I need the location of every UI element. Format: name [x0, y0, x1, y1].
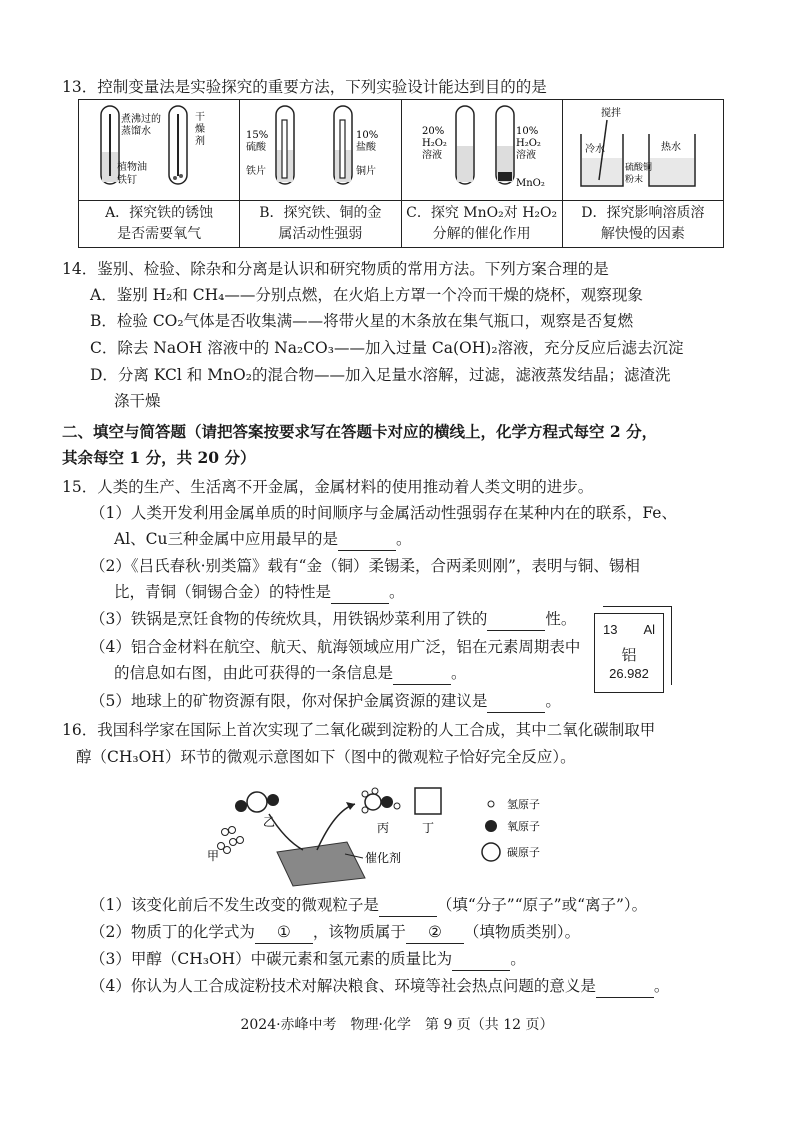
- q15-part1: （1）人类开发利用金属单质的时间顺序与金属活动性强弱存在某种内在的联系，Fe、: [90, 504, 677, 522]
- svg-text:H₂O₂: H₂O₂: [421, 138, 447, 149]
- svg-text:剂: 剂: [195, 136, 205, 147]
- q13-image-a: [79, 100, 240, 201]
- svg-text:植物油: 植物油: [117, 162, 147, 173]
- q13-option-b: B．探究铁、铜的金 属活动性强弱: [240, 201, 401, 248]
- q16-part1: （1）该变化前后不发生改变的微观粒子是 （填“分子”“原子”或“离子”）。: [90, 894, 647, 917]
- page-footer: 2024·赤峰中考 物理·化学 第 9 页（共 12 页）: [240, 1017, 554, 1033]
- svg-text:硫酸: 硫酸: [246, 142, 267, 153]
- q16-part3: （3）甲醇（CH₃OH）中碳元素和氢元素的质量比为 。: [90, 948, 526, 971]
- dissolving-figure: [563, 100, 723, 196]
- atomic-mass: 26.982: [609, 666, 649, 681]
- methanol-molecule-icon: [362, 788, 400, 813]
- hydrogen-atom-icon: [488, 801, 494, 807]
- svg-text:丁: 丁: [422, 821, 435, 835]
- q14-option-d: D．分离 KCl 和 MnO₂的混合物——加入足量水溶解，过滤，滤液蒸发结晶；滤渣洗: [90, 366, 671, 384]
- element-symbol: Al: [643, 622, 655, 637]
- q13-image-b: [240, 100, 401, 201]
- svg-text:碳原子: 碳原子: [507, 846, 540, 859]
- svg-text:H₂O₂: H₂O₂: [515, 138, 541, 149]
- q13-image-c: [401, 100, 562, 201]
- svg-text:盐酸: 盐酸: [356, 142, 377, 153]
- svg-text:燥: 燥: [195, 124, 205, 135]
- aluminum-element-card: [594, 613, 664, 693]
- svg-text:冷水: 冷水: [584, 144, 605, 155]
- q16-part4: （4）你认为人工合成淀粉技术对解决粮食、环境等社会热点问题的意义是 。: [90, 975, 669, 998]
- unknown-substance-box: [415, 788, 441, 814]
- q13-option-d: D．探究影响溶质溶 解快慢的因素: [562, 201, 723, 248]
- q14-option-c: C．除去 NaOH 溶液中的 Na₂CO₃——加入过量 Ca(OH)₂溶液，充分反应后滤去沉淀: [90, 339, 684, 357]
- metal-activity-figure: [240, 100, 400, 196]
- q15-part2-cont: 比，青铜（铜锡合金）的特性是 。: [114, 581, 405, 604]
- svg-text:溶液: 溶液: [421, 150, 442, 161]
- answer-blank[interactable]: [487, 690, 545, 713]
- svg-text:搅拌: 搅拌: [600, 108, 621, 119]
- co2-molecule-icon: [235, 792, 279, 812]
- q15-part3: （3）铁锅是烹饪食物的传统炊具，用铁锅炒菜利用了铁的 性。: [90, 608, 576, 631]
- q13-image-d: [562, 100, 723, 201]
- svg-text:铁片: 铁片: [246, 166, 267, 177]
- q16-part2: （2）物质丁的化学式为 ① ，该物质属于 ② （填物质类别）。: [90, 921, 580, 944]
- svg-text:氢原子: 氢原子: [507, 798, 540, 811]
- svg-text:甲: 甲: [207, 849, 220, 863]
- q15-stem: 15．人类的生产、生活离不开金属，金属材料的使用推动着人类文明的进步。: [62, 478, 594, 496]
- svg-text:粉末: 粉末: [624, 175, 643, 185]
- section-two-heading: 二、填空与简答题（请把答案按要求写在答题卡对应的横线上，化学方程式每空 2 分，: [62, 422, 658, 441]
- svg-text:20%: 20%: [421, 126, 444, 137]
- q15-part4-cont: 的信息如右图，由此可获得的一条信息是 。: [114, 662, 467, 685]
- atomic-number: 13: [603, 622, 618, 637]
- svg-text:15%: 15%: [246, 130, 269, 141]
- rust-experiment-figure: [79, 100, 239, 196]
- answer-blank-2[interactable]: ②: [406, 921, 464, 944]
- answer-blank[interactable]: [452, 948, 510, 971]
- catalyst-figure: [402, 100, 562, 196]
- q16-stem: 16．我国科学家在国际上首次实现了二氧化碳到淀粉的人工合成，其中二氧化碳制取甲: [62, 721, 656, 739]
- svg-text:MnO₂: MnO₂: [515, 178, 545, 189]
- svg-text:丙: 丙: [377, 821, 390, 835]
- q15-part2: （2）《吕氏春秋·别类篇》载有“金（铜）柔锡柔，合两柔则刚”，表明与铜、锡相: [90, 557, 640, 575]
- svg-text:煮沸过的: 煮沸过的: [121, 114, 161, 125]
- svg-text:干: 干: [195, 112, 205, 123]
- svg-text:铜片: 铜片: [356, 166, 377, 177]
- q16-stem-cont: 醇（CH₃OH）环节的微观示意图如下（图中的微观粒子恰好完全反应）。: [76, 748, 576, 766]
- answer-blank[interactable]: [487, 608, 545, 631]
- svg-text:蒸馏水: 蒸馏水: [121, 126, 151, 137]
- answer-blank[interactable]: [331, 581, 389, 604]
- q14-stem: 14．鉴别、检验、除杂和分离是认识和研究物质的常用方法。下列方案合理的是: [62, 260, 609, 278]
- q14-option-d-cont: 涤干燥: [114, 392, 161, 410]
- answer-blank[interactable]: [393, 662, 451, 685]
- micro-reaction-diagram: [205, 780, 585, 890]
- q15-part5: （5）地球上的矿物资源有限，你对保护金属资源的建议是 。: [90, 690, 561, 713]
- q13-option-a: A．探究铁的锈蚀 是否需要氧气: [79, 201, 240, 248]
- svg-text:铁钉: 铁钉: [117, 175, 137, 186]
- svg-text:氧原子: 氧原子: [507, 820, 540, 833]
- q15-part4: （4）铝合金材料在航空、航天、航海领域应用广泛，铝在元素周期表中: [90, 638, 581, 656]
- q13-option-c: C．探究 MnO₂对 H₂O₂ 分解的催化作用: [401, 201, 562, 248]
- svg-text:硫酸铜: 硫酸铜: [624, 163, 652, 173]
- oxygen-atom-icon: [485, 820, 497, 832]
- svg-text:10%: 10%: [356, 130, 379, 141]
- catalyst-plate: [277, 842, 365, 886]
- answer-blank-1[interactable]: ①: [255, 921, 313, 944]
- answer-blank[interactable]: [338, 528, 396, 551]
- svg-text:10%: 10%: [515, 126, 538, 137]
- q13-stem: 13．控制变量法是实验探究的重要方法，下列实验设计能达到目的的是: [62, 78, 547, 96]
- carbon-atom-icon: [482, 843, 500, 861]
- svg-text:热水: 热水: [660, 142, 681, 153]
- section-two-heading-cont: 其余每空 1 分，共 20 分）: [62, 448, 256, 467]
- answer-blank[interactable]: [379, 894, 437, 917]
- answer-blank[interactable]: [596, 975, 654, 998]
- q15-part1-cont: Al、Cu三种金属中应用最早的是 。: [114, 528, 412, 551]
- hydrogen-molecules-icon: [218, 827, 244, 854]
- svg-text:催化剂: 催化剂: [365, 851, 402, 865]
- q14-option-a: A．鉴别 H₂和 CH₄——分别点燃，在火焰上方罩一个冷而干燥的烧杯，观察现象: [90, 286, 643, 304]
- svg-text:乙: 乙: [263, 815, 276, 829]
- q13-table: [78, 99, 724, 248]
- q14-option-b: B．检验 CO₂气体是否收集满——将带火星的木条放在集气瓶口，观察是否复燃: [90, 312, 634, 330]
- svg-text:溶液: 溶液: [515, 150, 536, 161]
- element-name: 铝: [621, 647, 637, 664]
